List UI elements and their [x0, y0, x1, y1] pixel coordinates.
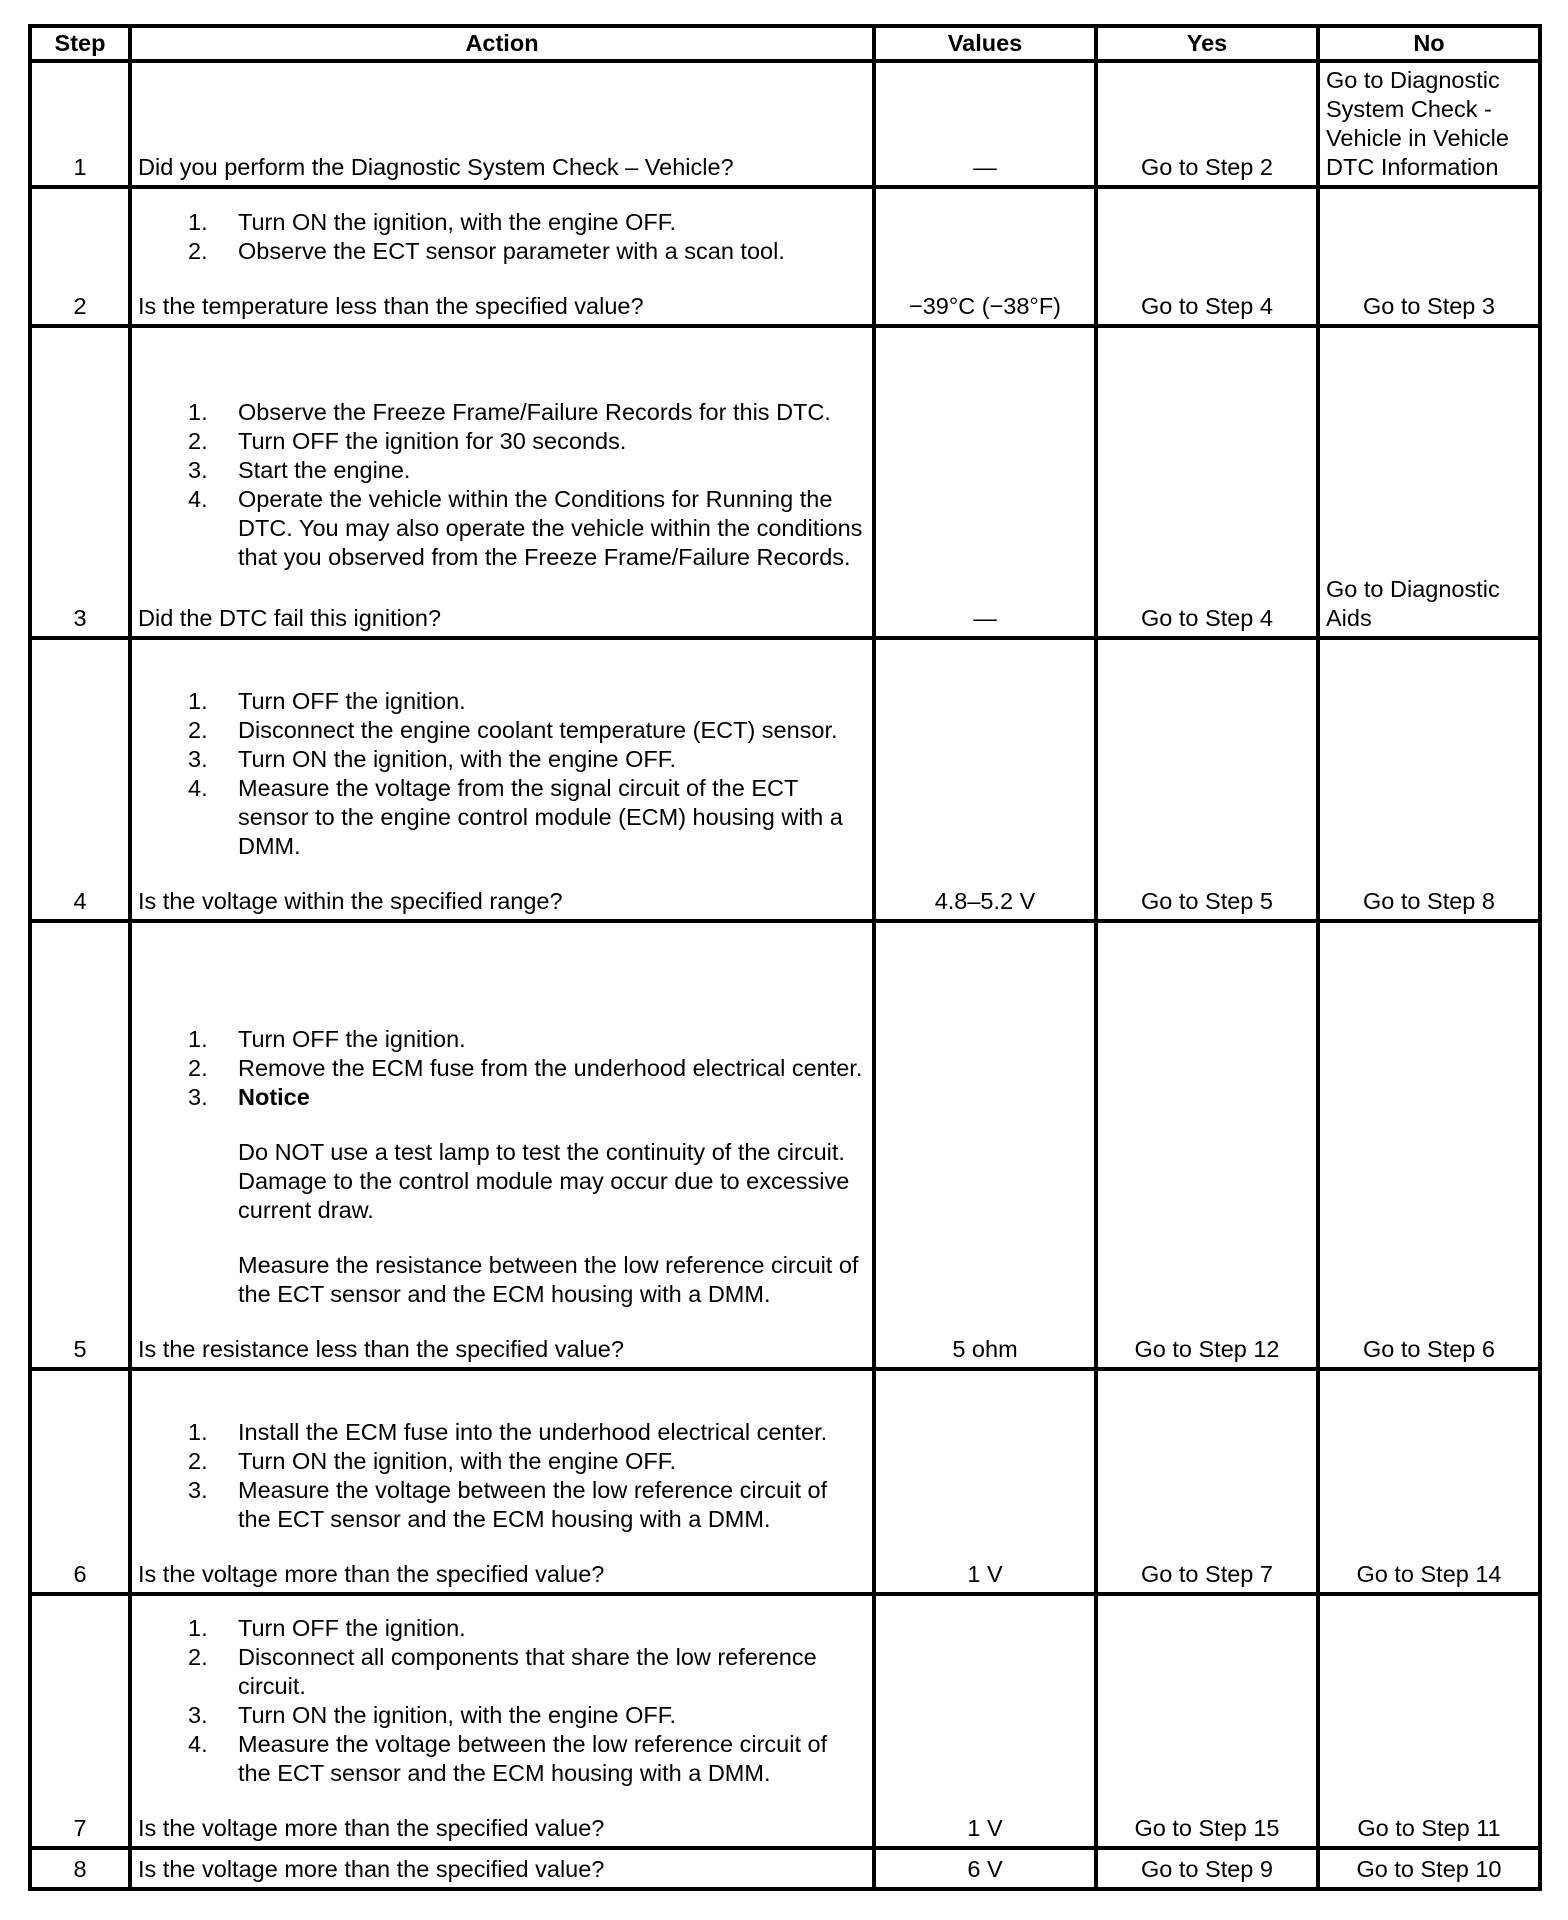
list-item: 3. Notice Do NOT use a test lamp to test the continuity of the circuit. Damage to the control module may occur due to excessive current draw. Measure the resistance between the low reference circuit of the ECT sensor and the ECM housing with a DMM. — [138, 1083, 866, 1309]
question-text: Did the DTC fail this ignition? — [138, 605, 442, 631]
action-list — [138, 1025, 866, 1309]
question-text: Is the temperature less than the specified value? — [138, 293, 644, 319]
list-item: 2. Turn ON the ignition, with the engine OFF. — [188, 1448, 677, 1474]
list-item: 3. Turn ON the ignition, with the engine OFF. — [188, 1702, 677, 1728]
step-number: 6 — [30, 1369, 130, 1594]
list-item: 4. Operate the vehicle within the Conditions for Running the DTC. You may also operate the vehicle within the conditions that you observed from the Freeze Frame/Failure Records. — [188, 486, 863, 570]
question-text: Did you perform the Diagnostic System Check – Vehicle? — [138, 154, 734, 180]
list-item: 2. Disconnect the engine coolant temperature (ECT) sensor. — [188, 717, 838, 743]
list-item: 2. Remove the ECM fuse from the underhood electrical center. — [188, 1055, 863, 1081]
notice-text: Do NOT use a test lamp to test the continuity of the circuit. Damage to the control module may occur due to excessive current draw. — [238, 1139, 850, 1223]
action-cell — [130, 1594, 874, 1848]
header-no: No — [1318, 26, 1540, 61]
list-item: 2. Disconnect all components that share the low reference circuit. — [188, 1644, 817, 1699]
no-cell: Go to Diagnostic Aids — [1318, 326, 1540, 638]
list-item: 1. Install the ECM fuse into the underhood electrical center. — [188, 1419, 828, 1445]
list-item: 4. Measure the voltage between the low reference circuit of the ECT sensor and the ECM housing with a DMM. — [188, 1731, 828, 1786]
value-cell: — — [874, 326, 1096, 638]
question-text: Is the voltage more than the specified value? — [138, 1856, 605, 1882]
list-item: 1. Turn OFF the ignition. — [188, 1615, 466, 1641]
yes-cell: Go to Step 12 — [1096, 921, 1318, 1369]
list-item: 3. Turn ON the ignition, with the engine OFF. — [188, 746, 677, 772]
action-cell — [130, 921, 874, 1369]
action-cell — [130, 61, 874, 187]
question-text: Is the resistance less than the specified value? — [138, 1336, 624, 1362]
value-cell: −39°C (−38°F) — [874, 187, 1096, 326]
header-values: Values — [874, 26, 1096, 61]
yes-cell: Go to Step 4 — [1096, 187, 1318, 326]
action-list — [138, 1614, 866, 1788]
value-cell: 4.8–5.2 V — [874, 638, 1096, 921]
step-number: 5 — [30, 921, 130, 1369]
step-number: 2 — [30, 187, 130, 326]
notice-title: Notice — [238, 1084, 310, 1110]
table-row — [30, 1594, 1540, 1848]
no-cell: Go to Step 14 — [1318, 1369, 1540, 1594]
table-row — [30, 187, 1540, 326]
action-cell — [130, 326, 874, 638]
yes-cell: Go to Step 9 — [1096, 1848, 1318, 1889]
value-cell: 1 V — [874, 1594, 1096, 1848]
action-list — [138, 1418, 866, 1534]
yes-cell: Go to Step 4 — [1096, 326, 1318, 638]
step-number: 1 — [30, 61, 130, 187]
question-text: Is the voltage more than the specified value? — [138, 1815, 605, 1841]
action-cell — [130, 187, 874, 326]
list-item: 2. Observe the ECT sensor parameter with a scan tool. — [188, 238, 785, 264]
list-item: 1. Turn ON the ignition, with the engine OFF. — [188, 209, 677, 235]
table-row — [30, 638, 1540, 921]
action-list — [138, 398, 866, 572]
action-list — [138, 687, 866, 861]
step-number: 3 — [30, 326, 130, 638]
table-row — [30, 1848, 1540, 1889]
step-number: 7 — [30, 1594, 130, 1848]
yes-cell: Go to Step 2 — [1096, 61, 1318, 187]
step-number: 4 — [30, 638, 130, 921]
list-item: 2. Turn OFF the ignition for 30 seconds. — [188, 428, 627, 454]
value-cell: 5 ohm — [874, 921, 1096, 1369]
value-cell: — — [874, 61, 1096, 187]
list-item: 4. Measure the voltage from the signal circuit of the ECT sensor to the engine control module (ECM) housing with a DMM. — [188, 775, 843, 859]
table-row — [30, 61, 1540, 187]
no-cell: Go to Step 11 — [1318, 1594, 1540, 1848]
list-item: 1. Turn OFF the ignition. — [188, 688, 466, 714]
no-cell: Go to Step 3 — [1318, 187, 1540, 326]
yes-cell: Go to Step 15 — [1096, 1594, 1318, 1848]
list-item: 3. Measure the voltage between the low reference circuit of the ECT sensor and the ECM housing with a DMM. — [188, 1477, 828, 1532]
value-cell: 6 V — [874, 1848, 1096, 1889]
header-action: Action — [130, 26, 874, 61]
list-item: 1. Turn OFF the ignition. — [188, 1026, 466, 1052]
value-cell: 1 V — [874, 1369, 1096, 1594]
action-cell — [130, 638, 874, 921]
no-cell: Go to Step 10 — [1318, 1848, 1540, 1889]
no-cell: Go to Diagnostic System Check - Vehicle in Vehicle DTC Information — [1318, 61, 1540, 187]
question-text: Is the voltage within the specified range? — [138, 888, 563, 914]
list-item: 3. Start the engine. — [188, 457, 411, 483]
yes-cell: Go to Step 5 — [1096, 638, 1318, 921]
no-cell: Go to Step 6 — [1318, 921, 1540, 1369]
action-cell — [130, 1369, 874, 1594]
step-number: 8 — [30, 1848, 130, 1889]
list-item: 1. Observe the Freeze Frame/Failure Records for this DTC. — [188, 399, 831, 425]
question-text: Is the voltage more than the specified value? — [138, 1561, 605, 1587]
action-cell — [130, 1848, 874, 1889]
table-row — [30, 326, 1540, 638]
no-cell: Go to Step 8 — [1318, 638, 1540, 921]
diagnostic-table — [28, 24, 1542, 1891]
table-row — [30, 921, 1540, 1369]
notice-action: Measure the resistance between the low reference circuit of the ECT sensor and the ECM housing with a DMM. — [238, 1252, 859, 1307]
table-row — [30, 1369, 1540, 1594]
header-yes: Yes — [1096, 26, 1318, 61]
header-row — [30, 26, 1540, 61]
yes-cell: Go to Step 7 — [1096, 1369, 1318, 1594]
action-list — [138, 208, 866, 266]
header-step: Step — [30, 26, 130, 61]
